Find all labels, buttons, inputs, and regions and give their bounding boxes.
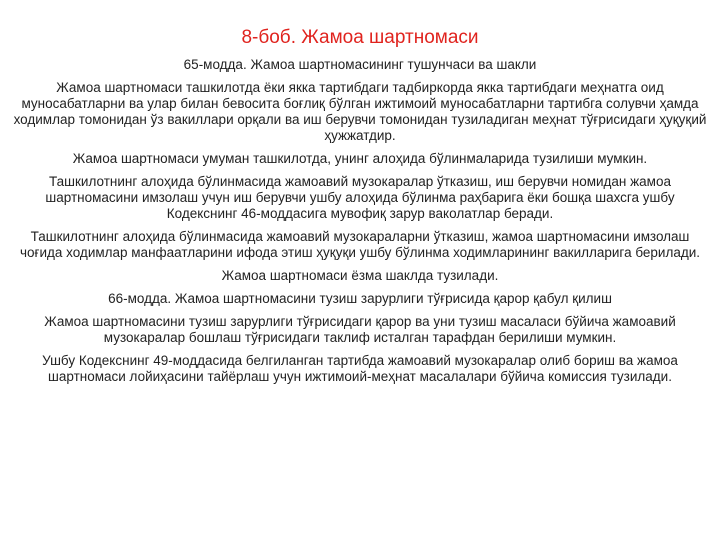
- document-title: 8-боб. Жамоа шартномаси: [241, 27, 479, 48]
- paragraph: Жамоа шартномаси ташкилотда ёки якка тартибдаги тадбиркорда якка тартибдаги меҳнатга оид муносабатларни ва улар билан бевосита боғлиқ бўлган ижтимоий муносабатларни тартибга солувчи ҳамда ходимлар томонидан ўз вакиллари орқали ва иш берувчи томонидан тузиладиган меҳнат тўғрисидаги ҳуқуқий ҳужжатдир.: [13, 80, 707, 143]
- paragraph: Ташкилотнинг алоҳида бўлинмасида жамоавий музокараларни ўтказиш, жамоа шартномасини имзолаш чоғида ходимлар манфаатларини ифода этиш ҳуқуқи ушбу бўлинма ходимларининг вакилларига берилади.: [19, 229, 701, 260]
- paragraph: Ташкилотнинг алоҳида бўлинмасида жамоавий музокаралар ўтказиш, иш берувчи номидан жамоа шартномасини имзолаш учун иш берувчи ушбу алоҳида бўлинма раҳбарига ёки бошқа шахсга ушбу Кодекснинг 46-моддасига мувофиқ зарур ваколатлар беради.: [45, 174, 675, 221]
- paragraph: Жамоа шартномаси умуман ташкилотда, унинг алоҳида бўлинмаларида тузилиши мумкин.: [72, 151, 648, 166]
- article-66-heading: 66-модда. Жамоа шартномасини тузиш зарурлиги тўғрисида қарор қабул қилиш: [108, 291, 612, 306]
- article-65-heading: 65-модда. Жамоа шартномасининг тушунчаси ва шакли: [183, 57, 537, 72]
- paragraph: Жамоа шартномаси ёзма шаклда тузилади.: [221, 268, 499, 283]
- paragraph: Жамоа шартномасини тузиш зарурлиги тўғрисидаги қарор ва уни тузиш масаласи бўйича жамоавий музокаралар бошлаш тўғрисидаги таклиф исталган тарафдан берилиши мумкин.: [44, 314, 676, 345]
- paragraph: Ушбу Кодекснинг 49-моддасида белгиланган тартибда жамоавий музокаралар олиб бориш ва жамоа шартномаси лойиҳасини тайёрлаш учун ижтимоий-меҳнат масалалари бўйича комиссия тузилади.: [42, 353, 678, 384]
